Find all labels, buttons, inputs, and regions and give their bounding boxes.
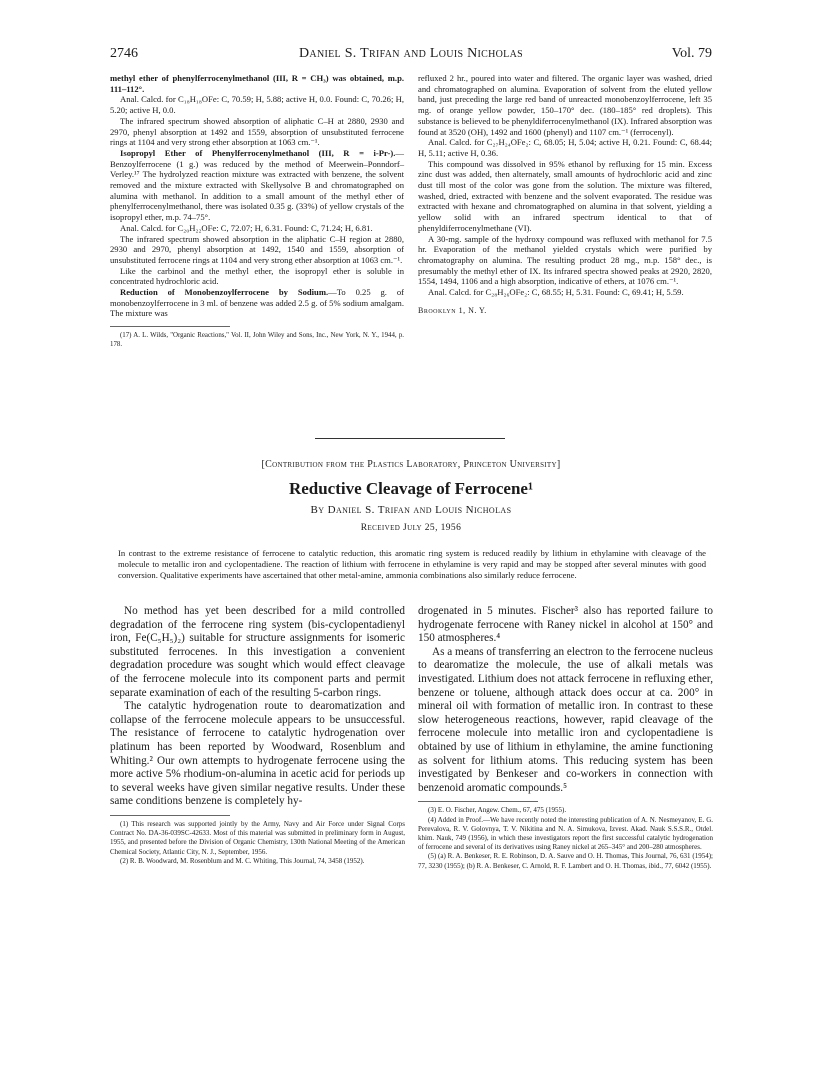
abstract: In contrast to the extreme resistance of ferrocene to catalytic reduction, this aromatic ring system is reduced readily by lithium in ethylamine with cleavage of the molecule to metallic iron and cyclopentadiene. The reaction of lithium with ferrocene in ethylamine is very rapid and may be stopped after several minutes with good conversion. Qualitative experiments have ascertained that other metal-amine, ammonia combinations also similarly reduce ferrocene. bbox=[118, 548, 706, 580]
body-right-column bbox=[418, 605, 713, 871]
paragraph: The infrared spectrum showed absorption in the aliphatic C–H region at 2880, 2930 and 2970, phenyl absorption at 1492, 1540 and 1559, absorption of unsubstituted ferrocene rings at 1104 and very strong ether absorption at 1063 cm.⁻¹. bbox=[110, 233, 404, 265]
paragraph: Anal. Calcd. for C₂₈H₂₆OFe₂: C, 68.55; H, 5.31. Found: C, 69.41; H, 5.59. bbox=[428, 287, 684, 298]
paragraph bbox=[110, 287, 404, 319]
top-left-column bbox=[110, 73, 404, 349]
section-divider bbox=[315, 438, 505, 439]
paragraph: methyl ether of phenylferrocenylmethanol (III, R = CH₃) was obtained, m.p. 111–112°. bbox=[110, 73, 404, 94]
paragraph-text: —Benzoylferrocene (1 g.) was reduced by the method of Meerwein–Ponndorf–Verley.¹⁷ The hydrolyzed reaction mixture was extracted with benzene, the solvent removed and the mixture extracted with Skellysolve B and chromatographed on alumina with methanol. In addition to a small amount of the methyl ether of phenylferrocenylmethanol, there was isolated 0.35 g. (33%) of yellow crystals of the isopropyl ether, m.p. 74–75°. bbox=[110, 147, 404, 223]
footnote: (17) A. L. Wilds, "Organic Reactions," Vol. II, John Wiley and Sons, Inc., New York, N. Y., 1944, p. 178. bbox=[110, 332, 404, 349]
footnote: (3) E. O. Fischer, Angew. Chem., 67, 475 (1955). bbox=[428, 806, 567, 815]
footnote-divider bbox=[418, 801, 538, 802]
footnotes bbox=[110, 820, 405, 866]
paragraph: Anal. Calcd. for C₂₀H₂₂OFe: C, 72.07; H, 6.31. Found: C, 71.24; H, 6.81. bbox=[120, 222, 373, 233]
footnote: (2) R. B. Woodward, M. Rosenblum and M. C. Whiting, This Journal, 74, 3458 (1952). bbox=[120, 856, 365, 865]
footnote: (5) (a) R. A. Benkeser, R. E. Robinson, D. A. Sauve and O. H. Thomas, This Journal, 76, 631 (1954); 77, 3230 (1955); (b) R. A. Benkeser, C. Arnold, R. F. Lambert and O. H. Thomas, ibid., 77, 6042 (1955). bbox=[418, 852, 713, 870]
article-title: Reductive Cleavage of Ferrocene¹ bbox=[288, 479, 534, 498]
paragraph: The infrared spectrum showed absorption of aliphatic C–H at 2880, 2930 and 2970, phenyl absorption at 1492 and 1559, absorption of unsubstituted ferrocene rings at 1104 and very strong ether absorption at 1063 cm.⁻¹. bbox=[110, 115, 404, 148]
footnote: (4) Added in Proof.—We have recently noted the interesting publication of A. N. Nesmeyanov, E. G. Perevalova, R. V. Golovnya, T. V. Nikitina and N. A. Simukova, Izvest. Akad. Nauk S.S.S.R., Otdel. khim. Nauk, 749 (1956), in which these investigators report the first successful catalytic hydrogenation of ferrocene and several of its derivatives using Raney nickel at 265–345° and 200–280 atmospheres. bbox=[418, 815, 713, 852]
paragraph: drogenated in 5 minutes. Fischer³ also has reported failure to hydrogenate ferrocene with Raney nickel in alcohol at 150° and 150 atmospheres.⁴ bbox=[418, 605, 713, 645]
footnote-divider bbox=[110, 815, 230, 816]
paragraph: No method has yet been described for a mild controlled degradation of the ferrocene ring system (bis-cyclopentadienyl iron, Fe(C₅H₅)₂) suitable for structure assignments for isomeric substituted ferrocenes. In this investigation a convenient degradation procedure was sought which would effect cleavage of the ferrocene molecule into its component parts and permit separate examination of each of the resulting 5-carbon rings. bbox=[110, 605, 405, 699]
paragraph bbox=[110, 148, 404, 223]
article-authors: By Daniel S. Trifan and Louis Nicholas bbox=[310, 504, 512, 516]
running-title: Daniel S. Trifan and Louis Nicholas bbox=[299, 46, 523, 61]
paragraph-text: —To 0.25 g. of monobenzoylferrocene in 3 ml. of benzene was added 2.5 g. of 5% sodium amalgam. The mixture was bbox=[110, 287, 404, 319]
place-line: Brooklyn 1, N. Y. bbox=[418, 305, 487, 315]
footnote: (1) This research was supported jointly by the Army, Navy and Air Force under Signal Corps Contract No. DA-36-039SC-42633. Most of this material was submitted in preliminary form in August, 1955, and presented before the Division of Organic Chemistry, 130th National Meeting of the American Chemical Society, Atlantic City, N. J., September, 1956. bbox=[110, 819, 405, 856]
section-heading: Reduction of Monobenzoylferrocene by Sodium. bbox=[120, 287, 329, 298]
footnotes bbox=[110, 331, 404, 349]
page-header bbox=[110, 46, 712, 64]
paragraph: refluxed 2 hr., poured into water and filtered. The organic layer was washed, dried and chromatographed on alumina. Evaporation of solvent from the eluted yellow band, just preceding the large red band of unreacted monobenzoylferrocene, left 35 mg. of orange yellow powder, 150–170° dec. (180–185° red droplets). This substance is believed to be phenyldiferrocenylmethanol (IX). Infrared absorption was found at 3520 (OH), 1492 and 1600 (phenyl) and 1107 cm.⁻¹ (ferrocenyl). bbox=[418, 73, 712, 137]
body-left-column bbox=[110, 605, 405, 866]
paragraph: As a means of transferring an electron to the ferrocene nucleus to dearomatize the molecule, the use of alkali metals was investigated. Lithium does not attack ferrocene in refluxing ether, benzene or toluene, although attack does occur at ca. 200° in mineral oil with formation of metallic iron. In contrast to these slow heterogeneous reactions, however, rapid cleavage of the ferrocene molecule into metallic iron and cyclopentadiene is obtained by use of lithium in ethylamine, the amine functioning as solvent for lithium atoms. This reducing system has been investigated by Benkeser and co-workers in connection with benzenoid aromatic compounds.⁵ bbox=[418, 645, 713, 794]
section-heading: Isopropyl Ether of Phenylferrocenylmethanol (III, R = i-Pr-). bbox=[120, 147, 396, 158]
footnote-divider bbox=[110, 326, 230, 327]
volume-label: Vol. 79 bbox=[671, 46, 712, 61]
contribution-line: [Contribution from the Plastics Laboratory, Princeton University] bbox=[261, 459, 561, 470]
top-right-column bbox=[418, 73, 712, 316]
paragraph: Like the carbinol and the methyl ether, the isopropyl ether is soluble in concentrated hydrochloric acid. bbox=[110, 265, 404, 287]
paragraph: The catalytic hydrogenation route to dearomatization and collapse of the ferrocene molecule appears to be unsuccessful. The resistance of ferrocene to catalytic hydrogenation over platinum has been reported by Woodward, Rosenblum and Whiting.² Our own attempts to hydrogenate ferrocene using the more active 5% rhodium-on-alumina in acetic acid for periods up to several weeks have given similar negative results. Under these same conditions benzene is completely hy- bbox=[110, 700, 405, 808]
paragraph: Anal. Calcd. for C₂₇H₂₄OFe₂: C, 68.05; H, 5.04; active H, 0.21. Found: C, 68.44; H, 5.11; active H, 0.36. bbox=[418, 137, 712, 158]
footnotes bbox=[418, 806, 713, 870]
paragraph: A 30-mg. sample of the hydroxy compound was refluxed with methanol for 7.5 hr. Evaporation of the methanol yielded crystals which were purified by chromatography on alumina. The resulting product 28 mg., m.p. 158° dec., is presumably the methyl ether of IX. Its infrared spectra showed peaks at 2920, 2820, 1554, 1494, 1106 and a high absorption, indicative of ethers, at 1076 cm.⁻¹. bbox=[418, 233, 712, 287]
paragraph: This compound was dissolved in 95% ethanol by refluxing for 15 min. Excess zinc dust was added, then alternately, small amounts of hydrochloric acid and zinc dust till most of the color was gone from the solution. The mixture was filtered, washed, dried, extracted with benzene and the solvent evaporated. The residue was extracted with hexane and chromatographed on alumina in that solvent, yielding a yellow solid with an infrared spectrum identical to that of phenyldiferrocenylmethane (VI). bbox=[418, 158, 712, 233]
paragraph: Anal. Calcd. for C₁₈H₁₈OFe: C, 70.59; H, 5.88; active H, 0.0. Found: C, 70.26; H, 5.20; active H, 0.0. bbox=[110, 94, 404, 116]
received-date: Received July 25, 1956 bbox=[360, 523, 462, 533]
page-number: 2746 bbox=[110, 46, 138, 61]
